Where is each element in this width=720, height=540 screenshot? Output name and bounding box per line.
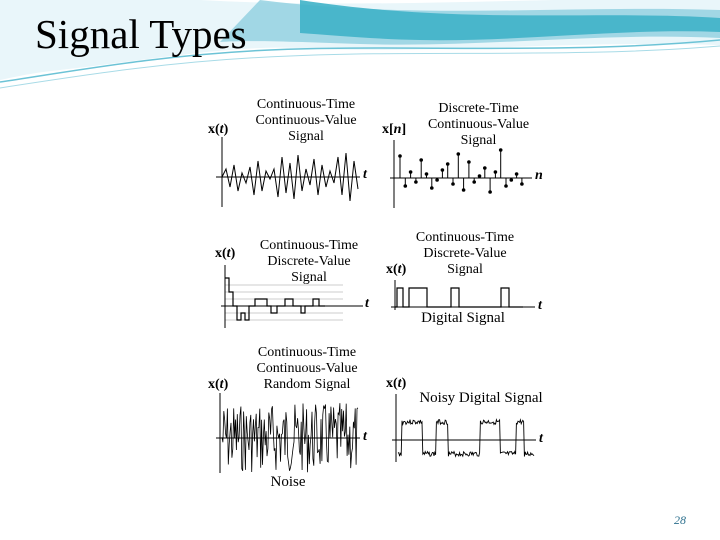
bottom-caption: Digital Signal: [421, 310, 505, 326]
sample-point: [414, 180, 418, 184]
sample-point: [398, 154, 402, 158]
sample-point: [430, 186, 434, 190]
sample-point: [462, 188, 466, 192]
y-axis-label: x(t): [215, 246, 236, 261]
x-axis-label: t: [363, 429, 367, 444]
dt-cv-plot: [382, 98, 547, 210]
sample-point: [520, 182, 524, 186]
noisy-digital-plot: [384, 372, 550, 464]
panel-caption: Continuous-Time Discrete-Value Signal: [415, 230, 515, 278]
bottom-caption: Noise: [270, 474, 306, 490]
panel-caption: Continuous-Time Discrete-Value Signal: [259, 238, 359, 286]
panel-caption: Discrete-Time Continuous-Value Signal: [427, 101, 530, 149]
y-axis-label: x(t): [386, 262, 407, 277]
panel-noisy-digital: [384, 372, 550, 464]
y-axis-label: x(t): [208, 377, 229, 392]
x-axis-label: t: [363, 167, 367, 182]
ct-dv-plot: [215, 230, 375, 330]
sample-point: [478, 174, 482, 178]
sample-point: [446, 162, 450, 166]
y-axis-label: x(t): [208, 122, 229, 137]
x-axis-label: t: [538, 298, 542, 313]
x-axis-label: t: [539, 431, 543, 446]
x-axis-label: t: [365, 296, 369, 311]
sample-point: [435, 178, 439, 182]
sample-point: [467, 160, 471, 164]
sample-point: [451, 182, 455, 186]
sample-point: [488, 190, 492, 194]
slide-title: Signal Types: [35, 11, 247, 57]
panel-dt-cv: [382, 98, 547, 210]
sample-point: [472, 180, 476, 184]
sample-point: [510, 178, 514, 182]
x-axis-label: n: [535, 168, 543, 183]
panel-ct-cv: [208, 95, 376, 210]
ct-cv-plot: [208, 95, 376, 210]
panel-digital: [383, 228, 548, 330]
sample-point: [409, 170, 413, 174]
panel-caption: Continuous-Time Continuous-Value Signal: [255, 97, 357, 145]
sample-point: [494, 170, 498, 174]
random-plot: [208, 345, 378, 493]
panel-random: [208, 345, 378, 493]
sample-point: [515, 172, 519, 176]
y-axis-label: x[n]: [382, 122, 407, 137]
sample-point: [499, 148, 503, 152]
sample-point: [419, 158, 423, 162]
y-axis-label: x(t): [386, 376, 407, 391]
noisy-trace: [398, 420, 534, 457]
panel-ct-dv: [215, 230, 375, 330]
sample-point: [483, 166, 487, 170]
panel-caption: Continuous-Time Continuous-Value Random Signal: [256, 345, 358, 393]
sample-point: [425, 172, 429, 176]
page-number: 28: [674, 513, 686, 527]
sample-point: [504, 184, 508, 188]
sample-point: [457, 152, 461, 156]
panel-caption: Noisy Digital Signal: [419, 390, 543, 406]
sample-point: [441, 168, 445, 172]
sample-point: [404, 184, 408, 188]
